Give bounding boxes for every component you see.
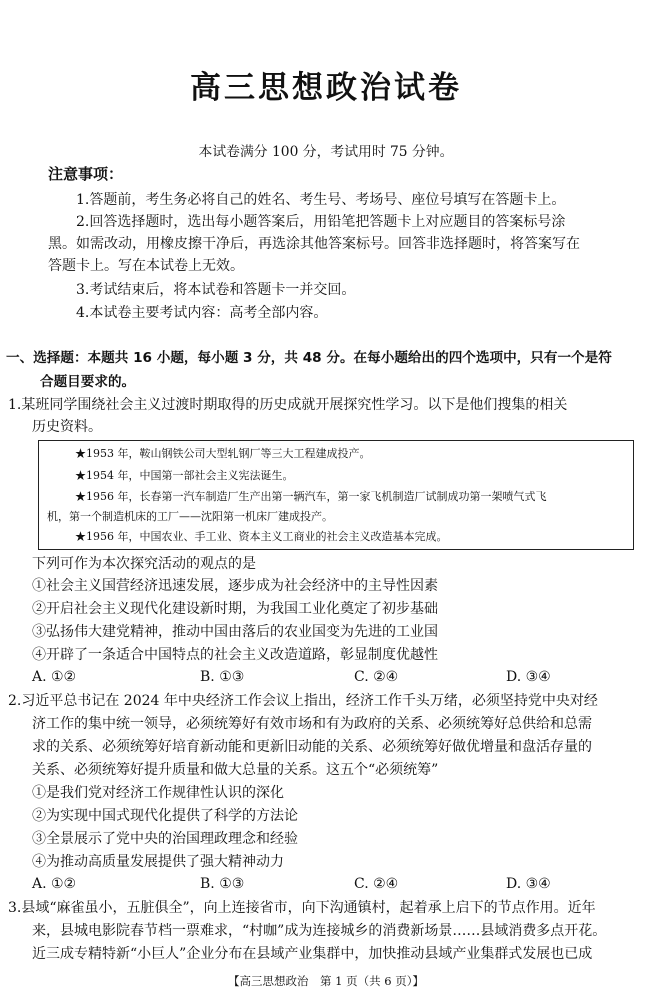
q2-stem: 关系、必须统筹好提升质量和做大总量的关系。这五个“必须统筹” — [32, 762, 439, 778]
q2-item: ③全景展示了党中央的治国理政理念和经验 — [32, 831, 298, 847]
q1-option-a[interactable]: A. ①② — [32, 669, 77, 685]
q2-item: ④为推动高质量发展提供了强大精神动力 — [32, 854, 284, 870]
exam-info: 本试卷满分 100 分，考试用时 75 分钟。 — [198, 144, 454, 160]
q2-stem: 2.习近平总书记在 2024 年中央经济工作会议上指出，经济工作千头万绪，必须坚持党中央对经 — [8, 693, 598, 709]
material-line: ★1956 年，长春第一汽车制造厂生产出第一辆汽车，第一家飞机制造厂试制成功第一架喷气式飞 — [75, 490, 547, 503]
q1-option-d[interactable]: D. ③④ — [506, 669, 551, 685]
q2-option-c[interactable]: C. ②④ — [354, 876, 399, 892]
q2-option-b[interactable]: B. ①③ — [200, 876, 245, 892]
q1-stem: 历史资料。 — [32, 419, 102, 435]
material-line: 机，第一个制造机床的工厂——沈阳第一机床厂建成投产。 — [47, 510, 333, 523]
material-line: ★1956 年，中国农业、手工业、资本主义工商业的社会主义改造基本完成。 — [75, 530, 448, 543]
page-footer: 【高三思想政治 第 1 页（共 6 页）】 — [227, 974, 424, 988]
q1-option-b[interactable]: B. ①③ — [200, 669, 245, 685]
q3-stem: 来，县城电影院春节档一票难求，“村咖”成为连接城乡的消费新场景……县域消费多点开花。 — [32, 923, 607, 939]
q1-item: ①社会主义国营经济迅速发展，逐步成为社会经济中的主导性因素 — [32, 578, 438, 594]
section-heading: 一、选择题：本题共 16 小题，每小题 3 分，共 48 分。在每小题给出的四个选项中，只有一个是符 — [6, 350, 612, 366]
q1-item: ②开启社会主义现代化建设新时期，为我国工业化奠定了初步基础 — [32, 601, 438, 617]
notice-line: 黑。如需改动，用橡皮擦干净后，再选涂其他答案标号。回答非选择题时，将答案写在 — [48, 236, 580, 252]
q2-option-a[interactable]: A. ①② — [32, 876, 77, 892]
q2-item: ②为实现中国式现代化提供了科学的方法论 — [32, 808, 298, 824]
q2-option-d[interactable]: D. ③④ — [506, 876, 551, 892]
material-line: ★1953 年，鞍山钢铁公司大型轧钢厂等三大工程建成投产。 — [75, 447, 371, 460]
q1-prompt: 下列可作为本次探究活动的观点的是 — [32, 556, 256, 572]
material-line: ★1954 年，中国第一部社会主义宪法诞生。 — [75, 469, 294, 482]
q2-stem: 济工作的集中统一领导，必须统筹好有效市场和有为政府的关系、必须统筹好总供给和总需 — [32, 716, 592, 732]
notice-line: 3.考试结束后，将本试卷和答题卡一并交回。 — [76, 282, 356, 298]
section-heading-cont: 合题目要求的。 — [40, 374, 136, 390]
q1-option-c[interactable]: C. ②④ — [354, 669, 399, 685]
notice-heading: 注意事项： — [48, 165, 124, 183]
q1-material-box — [38, 440, 634, 550]
notice-line: 1.答题前，考生务必将自己的姓名、考生号、考场号、座位号填写在答题卡上。 — [76, 192, 566, 208]
q1-item: ④开辟了一条适合中国特点的社会主义改造道路，彰显制度优越性 — [32, 647, 438, 663]
page-title: 高三思想政治试卷 — [190, 70, 462, 106]
notice-line: 2.回答选择题时，选出每小题答案后，用铅笔把答题卡上对应题目的答案标号涂 — [76, 214, 566, 230]
q2-stem: 求的关系、必须统筹好培育新动能和更新旧动能的关系、必须统筹好做优增量和盘活存量的 — [32, 739, 592, 755]
q2-item: ①是我们党对经济工作规律性认识的深化 — [32, 785, 284, 801]
notice-line: 答题卡上。写在本试卷上无效。 — [48, 258, 244, 274]
q1-item: ③弘扬伟大建党精神，推动中国由落后的农业国变为先进的工业国 — [32, 624, 438, 640]
q3-stem: 3.县域“麻雀虽小，五脏俱全”，向上连接省市，向下沟通镇村，起着承上启下的节点作用。近年 — [8, 900, 596, 916]
notice-line: 4.本试卷主要考试内容：高考全部内容。 — [76, 305, 328, 321]
q1-stem: 1.某班同学围绕社会主义过渡时期取得的历史成就开展探究性学习。以下是他们搜集的相关 — [8, 397, 568, 413]
q3-stem: 近三成专精特新“小巨人”企业分布在县域产业集群中，加快推动县域产业集群式发展也已成 — [32, 946, 593, 962]
